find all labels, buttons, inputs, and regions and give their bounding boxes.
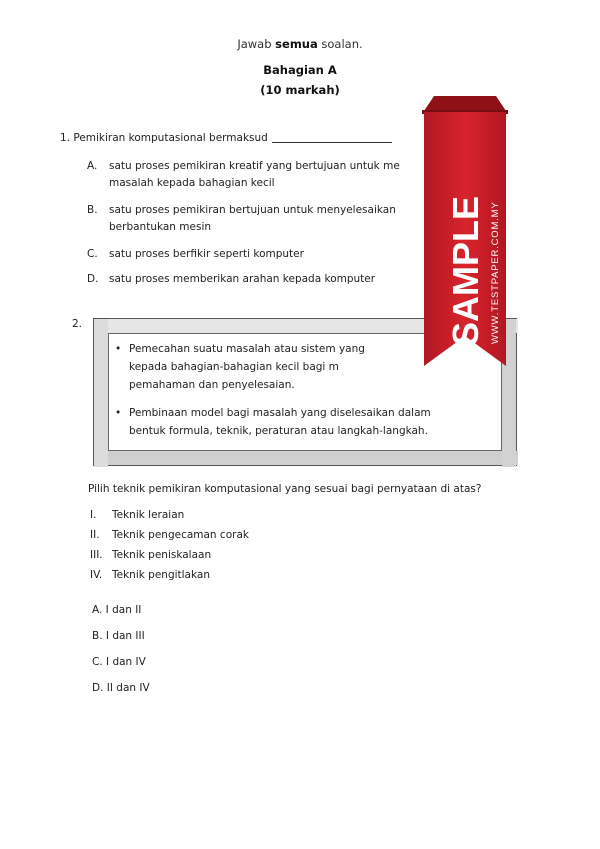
exam-page: Jawab semua soalan. Bahagian A (10 markah) 1. Pemikiran komputasional bermaksud A. satu proses pemikiran kreatif yang bertujuan untuk me masalah kepada bahagian kecil B. satu proses pemikiran bertujuan untuk menyelesaikan berbantukan mesin C. satu proses berfikir seperti komputer D. satu proses memberikan arahan kepada komputer 2. • Pemecahan suatu masalah atau sistem yang kepada bahagian-bahagian kecil bagi m pemahaman dan penyelesaian. • Pembinaan model bagi masalah yang diselesaikan dalam bentuk formula, teknik, peraturan atau langkah-langkah. Pilih teknik pemikiran komputasional yang sesuai bagi pernyataan di atas? I. Teknik leraian II. Teknik pengecaman corak III. Teknik peniskalaan IV. Teknik pengitlakan A. I dan II B. I dan III C. I dan IV D. II dan IV SAMPLE WWW.TESTPAPER.COM.MY: [0, 0, 600, 849]
q2-answer-c: C. I dan IV: [92, 656, 146, 668]
ribbon-sample-text: SAMPLE: [445, 195, 486, 346]
statement-bullet-1: • Pemecahan suatu masalah atau sistem yang kepada bahagian-bahagian kecil bagi m pemahaman dan penyelesaian.: [115, 343, 365, 391]
sample-ribbon: [422, 96, 508, 368]
statement-i: I. Teknik leraian: [90, 509, 185, 521]
q2-answer-a: A. I dan II: [92, 604, 142, 616]
instruction: Jawab semua soalan.: [237, 37, 363, 51]
statement-bullet-2: • Pembinaan model bagi masalah yang diselesaikan dalam bentuk formula, teknik, peraturan atau langkah-langkah.: [115, 407, 431, 437]
section-title: Bahagian A: [263, 63, 337, 77]
question-2-prompt: Pilih teknik pemikiran komputasional yang sesuai bagi pernyataan di atas?: [88, 483, 482, 495]
ribbon-url-text: WWW.TESTPAPER.COM.MY: [490, 201, 501, 344]
question-1-stem: 1. Pemikiran komputasional bermaksud: [60, 132, 392, 144]
q2-answer-d: D. II dan IV: [92, 682, 150, 694]
q2-answer-b: B. I dan III: [92, 630, 145, 642]
section-marks: (10 markah): [260, 83, 340, 97]
statement-iii: III. Teknik peniskalaan: [90, 549, 212, 561]
statement-ii: II. Teknik pengecaman corak: [90, 529, 249, 541]
statement-iv: IV. Teknik pengitlakan: [90, 569, 210, 581]
question-2-number: 2.: [72, 318, 83, 330]
answer-blank: [272, 142, 392, 143]
